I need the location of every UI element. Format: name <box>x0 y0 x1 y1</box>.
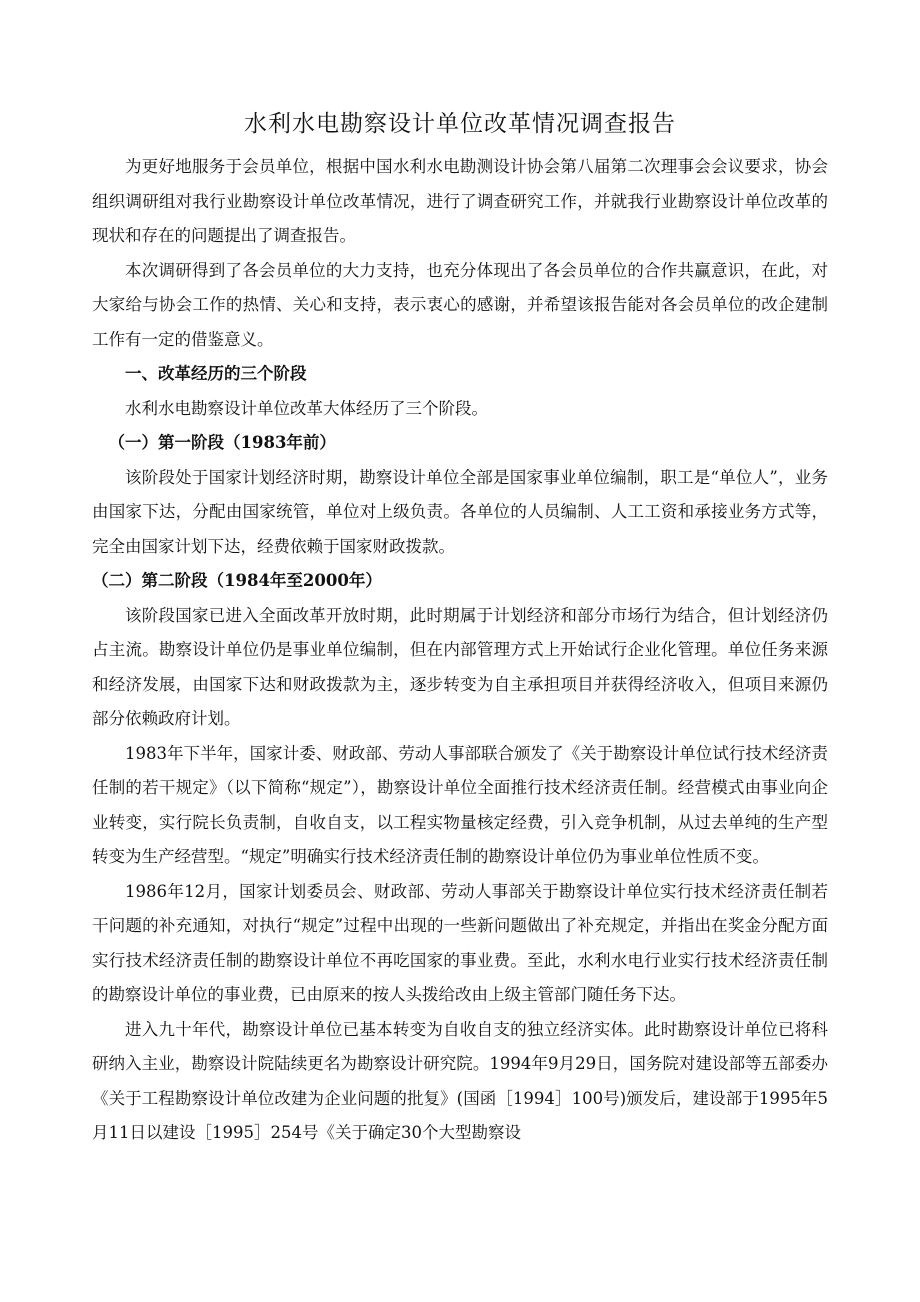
section-heading: 一、改革经历的三个阶段 <box>125 364 307 383</box>
document-body <box>92 150 828 1151</box>
intro-paragraph: 本次调研得到了各会员单位的大力支持，也充分体现出了各会员单位的合作共赢意识，在此，对大家给与协会工作的热情、关心和支持，表示衷心的感谢，并希望该报告能对各会员单位的改企建制工作有一定的借鉴意义。 <box>92 260 828 349</box>
body-paragraph: 1986年12月，国家计划委员会、财政部、劳动人事部关于勘察设计单位实行技术经济责任制若干问题的补充通知，对执行“规定”过程中出现的一些新问题做出了补充规定，并指出在奖金分配方面实行技术经济责任制的勘察设计单位不再吃国家的事业费。至此，水利水电行业实行技术经济责任制的勘察设计单位的事业费，已由原来的按人头拨给改由上级主管部门随任务下达。 <box>92 881 828 1004</box>
body-paragraph: 1983年下半年，国家计委、财政部、劳动人事部联合颁发了《关于勘察设计单位试行技术经济责任制的若干规定》（以下简称“规定”），勘察设计单位全面推行技术经济责任制。经营模式由事业向企业转变，实行院长负责制，自收自支，以工程实物量核定经费，引入竞争机制，从过去单纯的生产型转变为生产经营型。“规定”明确实行技术经济责任制的勘察设计单位仍为事业单位性质不变。 <box>92 743 828 866</box>
body-paragraph: 进入九十年代，勘察设计单位已基本转变为自收自支的独立经济实体。此时勘察设计单位已将科研纳入主业，勘察设计院陆续更名为勘察设计研究院。1994年9月29日，国务院对建设部等五部委办《关于工程勘察设计单位改建为企业问题的批复》(国函［1994］100号)颁发后，建设部于1995年5月11日以建设［1995］254号《关于确定30个大型勘察设 <box>92 1019 828 1142</box>
body-paragraph: 该阶段处于国家计划经济时期，勘察设计单位全部是国家事业单位编制，职工是“单位人”，业务由国家下达，分配由国家统管，单位对上级负责。各单位的人员编制、人工工资和承接业务方式等，完全由国家计划下达，经费依赖于国家财政拨款。 <box>92 467 828 556</box>
intro-paragraph: 为更好地服务于会员单位，根据中国水利水电勘测设计协会第八届第二次理事会会议要求，协会组织调研组对我行业勘察设计单位改革情况，进行了调查研究工作，并就我行业勘察设计单位改革的现状和存在的问题提出了调查报告。 <box>92 157 828 245</box>
section-lead: 水利水电勘察设计单位改革大体经历了三个阶段。 <box>125 398 488 418</box>
document-title: 水利水电勘察设计单位改革情况调查报告 <box>244 111 676 137</box>
body-paragraph: 该阶段国家已进入全面改革开放时期，此时期属于计划经济和部分市场行为结合，但计划经济仍占主流。勘察设计单位仍是事业单位编制，但在内部管理方式上开始试行企业化管理。单位任务来源和经济发展，由国家下达和财政拨款为主，逐步转变为自主承担项目并获得经济收入，但项目来源仍部分依赖政府计划。 <box>92 605 828 728</box>
subsection-heading-stage1: （一）第一阶段（1983年前） <box>108 433 336 452</box>
subsection-heading-stage2: （二）第二阶段（1984年至2000年） <box>92 571 382 590</box>
